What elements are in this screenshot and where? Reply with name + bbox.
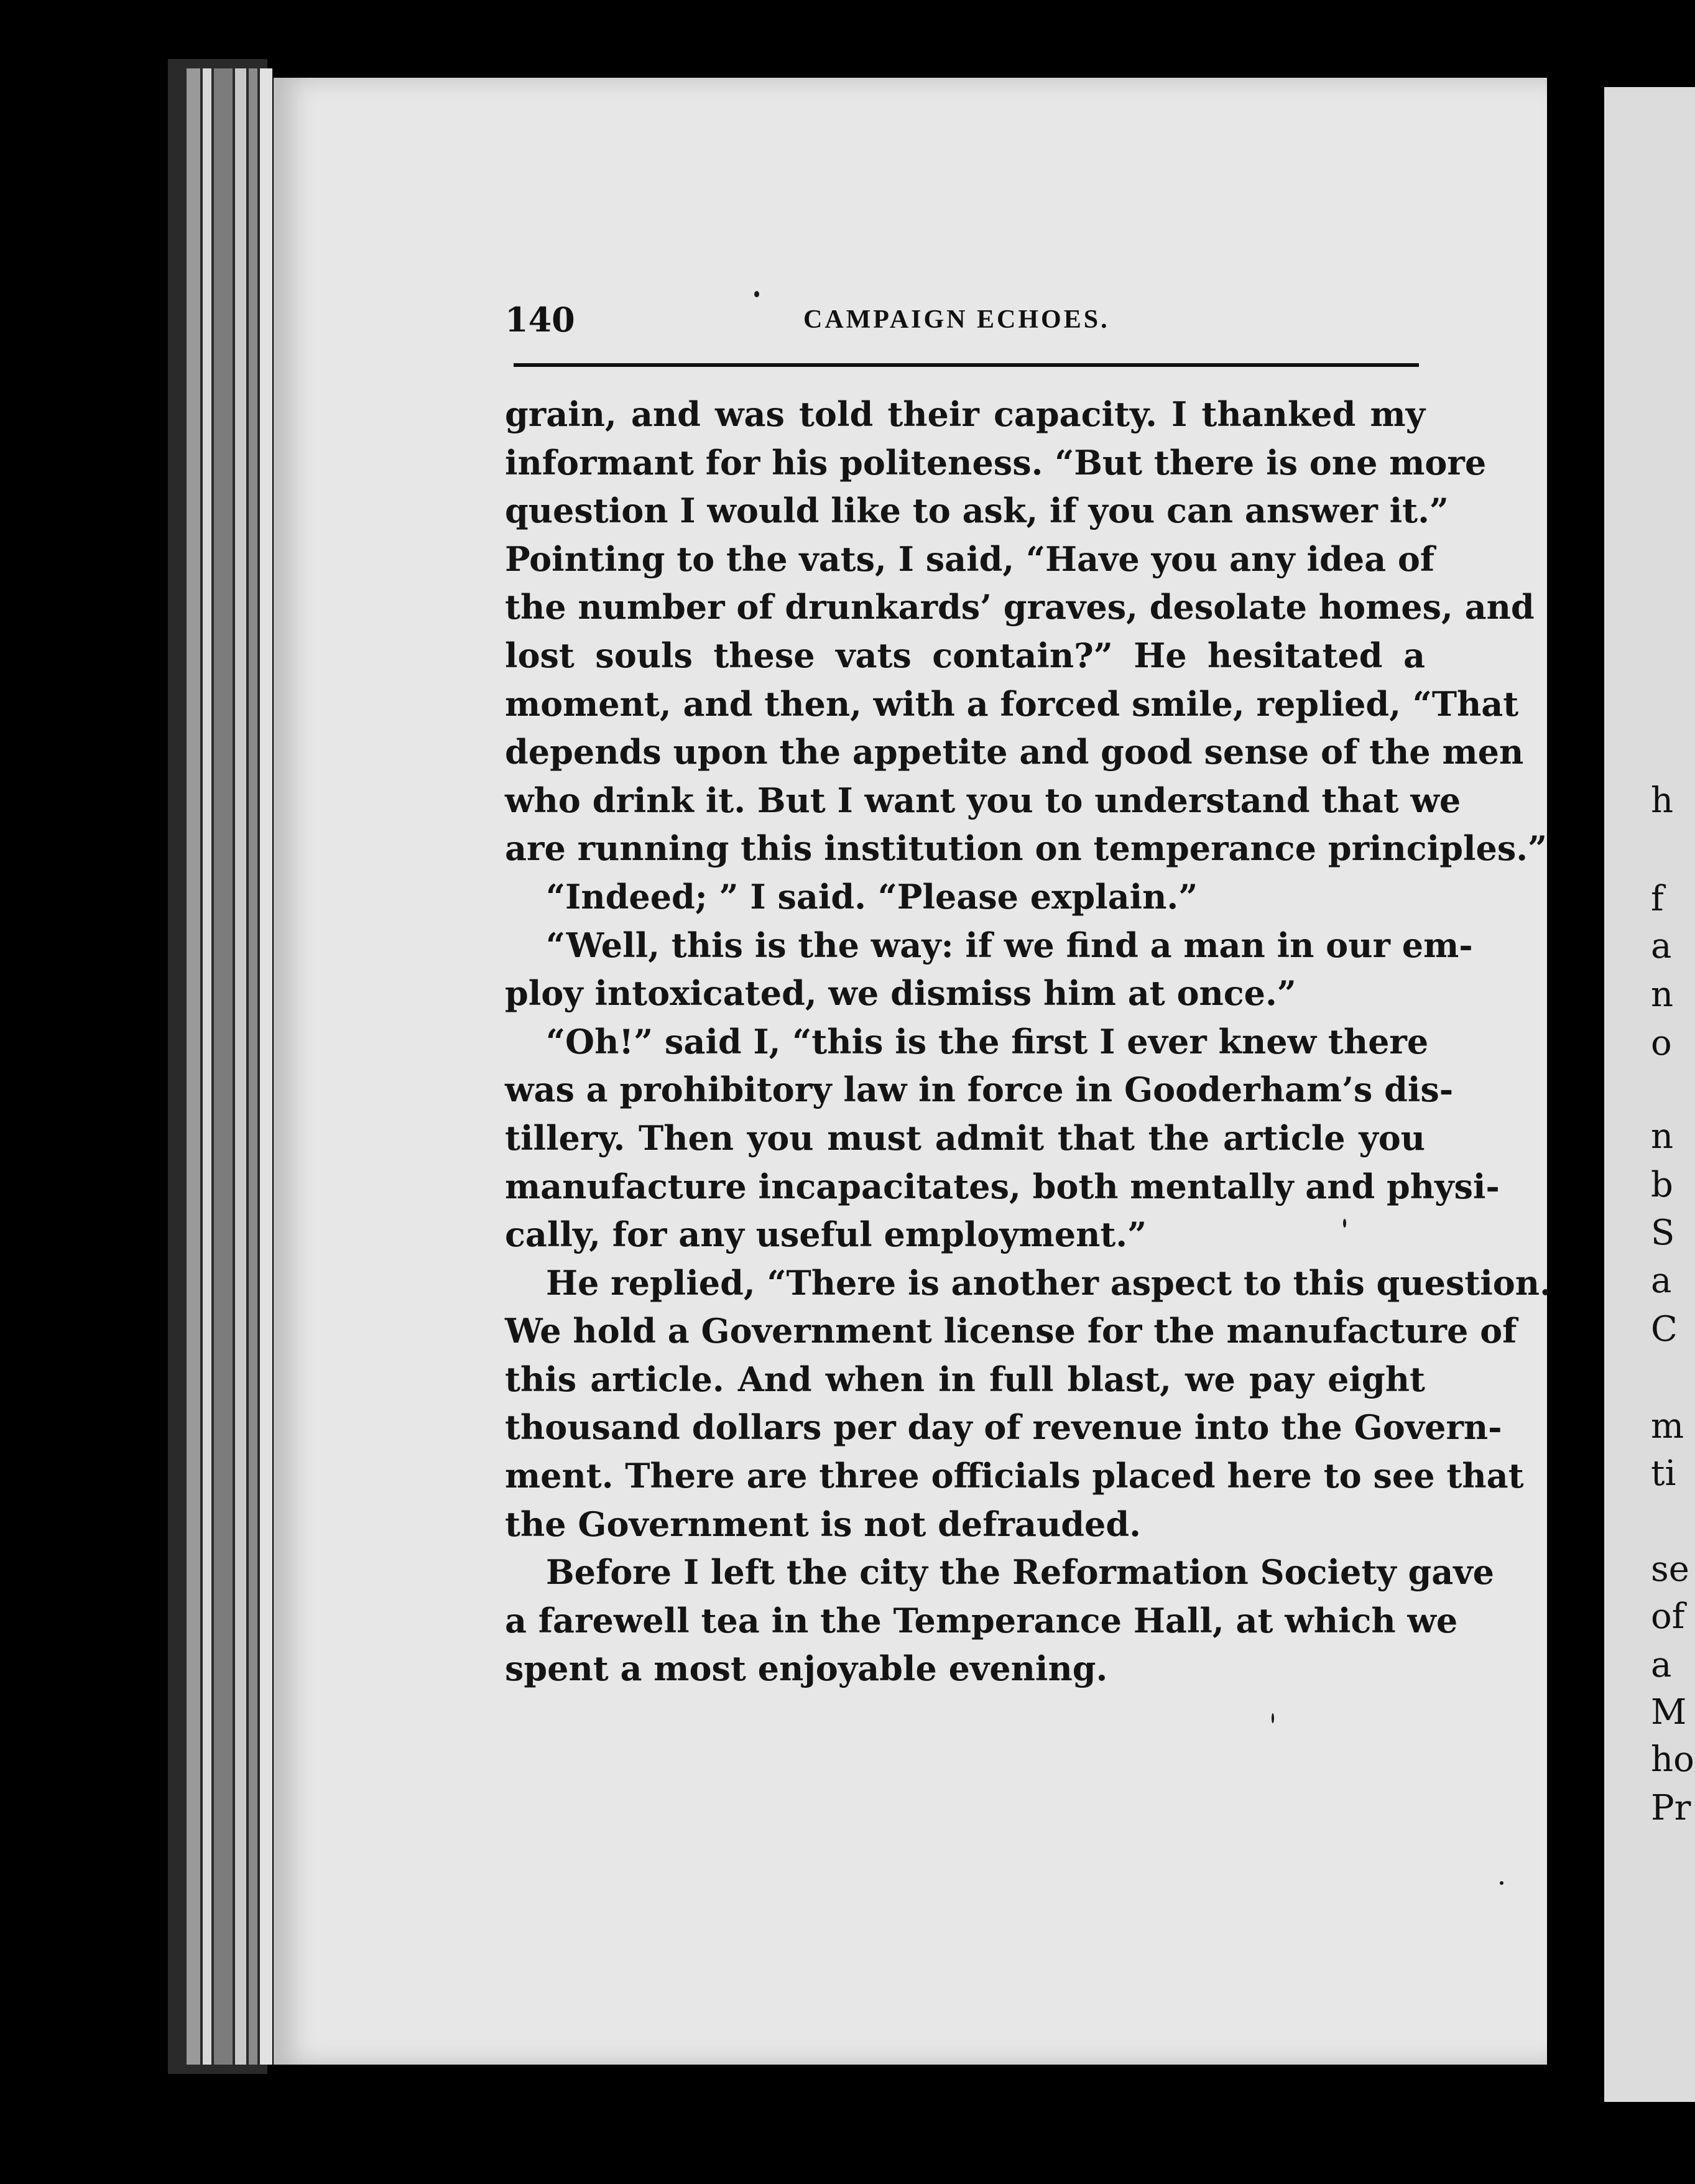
text-line: spent a most enjoyable evening. bbox=[505, 1649, 1108, 1689]
facing-page-fragment: ho bbox=[1651, 1739, 1694, 1780]
facing-page-fragment: n bbox=[1651, 1116, 1674, 1157]
facing-page-fragment: ti bbox=[1651, 1453, 1676, 1494]
text-line: the number of drunkards’ graves, desolate homes, and bbox=[505, 587, 1535, 627]
scan-speck bbox=[1500, 1881, 1503, 1885]
facing-page-fragment: Pr bbox=[1651, 1788, 1691, 1828]
scan-speck bbox=[1343, 1219, 1346, 1228]
header-rule bbox=[514, 363, 1419, 367]
page-stack-edge bbox=[203, 68, 211, 2065]
running-title: CAMPAIGN ECHOES. bbox=[803, 305, 1110, 334]
text-line: We hold a Government license for the manufacture of bbox=[505, 1311, 1517, 1351]
text-line: cally, for any useful employment.” bbox=[505, 1215, 1147, 1255]
facing-page-fragment: S bbox=[1651, 1213, 1675, 1253]
text-line: the Government is not defrauded. bbox=[505, 1504, 1141, 1544]
page-stack-edge bbox=[187, 68, 200, 2065]
scan-speck bbox=[1272, 1713, 1274, 1723]
facing-page-fragment: m bbox=[1651, 1406, 1684, 1446]
facing-page-fragment: a bbox=[1651, 1645, 1672, 1685]
page-stack-edge bbox=[214, 68, 233, 2065]
text-line: ment. There are three officials placed here to see that bbox=[505, 1456, 1524, 1496]
facing-page-fragment: se bbox=[1651, 1549, 1689, 1589]
text-line: a farewell tea in the Temperance Hall, at which we bbox=[505, 1600, 1458, 1640]
running-header bbox=[505, 292, 1425, 348]
text-line: tillery. Then you must admit that the article you bbox=[505, 1117, 1425, 1158]
text-line: was a prohibitory law in force in Gooderham’s dis- bbox=[505, 1070, 1454, 1110]
facing-page-fragment: n bbox=[1651, 974, 1674, 1015]
text-line: depends upon the appetite and good sense of the men bbox=[505, 732, 1524, 772]
text-line: Pointing to the vats, I said, “Have you any idea of bbox=[505, 539, 1435, 579]
scan-speck bbox=[754, 291, 759, 297]
text-line: He replied, “There is another aspect to this question. bbox=[546, 1262, 1551, 1303]
facing-page-fragment: M bbox=[1651, 1692, 1687, 1733]
text-line: thousand dollars per day of revenue into the Govern- bbox=[505, 1407, 1502, 1448]
text-line: who drink it. But I want you to understand that we bbox=[505, 780, 1461, 820]
facing-page-fragment: a bbox=[1651, 926, 1672, 966]
text-line: grain, and was told their capacity. I thanked my bbox=[505, 394, 1425, 434]
facing-page-fragment: C bbox=[1651, 1309, 1678, 1349]
text-line: Before I left the city the Reformation Society gave bbox=[546, 1552, 1494, 1593]
text-line: informant for his politeness. “But there is one more bbox=[505, 442, 1487, 483]
facing-page-fragment: o bbox=[1651, 1023, 1672, 1063]
page-stack-edge bbox=[235, 68, 246, 2065]
page-stack-edge bbox=[260, 68, 272, 2065]
facing-page-fragment: a bbox=[1651, 1261, 1672, 1301]
text-line: ploy intoxicated, we dismiss him at once.” bbox=[505, 973, 1296, 1014]
body-text bbox=[505, 391, 1551, 1693]
text-line: moment, and then, with a forced smile, replied, “That bbox=[505, 683, 1519, 724]
facing-page-fragment: f bbox=[1651, 879, 1664, 919]
text-line: manufacture incapacitates, both mentally and physi- bbox=[505, 1166, 1500, 1206]
text-line: “Well, this is the way: if we find a man in our em- bbox=[546, 925, 1473, 965]
facing-page-fragment: h bbox=[1651, 780, 1674, 821]
facing-page-fragment: of bbox=[1651, 1596, 1685, 1637]
text-line: “Oh!” said I, “this is the first I ever knew there bbox=[546, 1021, 1429, 1062]
text-line: are running this institution on temperance principles.” bbox=[505, 828, 1548, 869]
facing-page-fragment: b bbox=[1651, 1165, 1673, 1205]
page-stack-edge bbox=[249, 68, 257, 2065]
text-line: this article. And when in full blast, we pay eight bbox=[505, 1359, 1425, 1399]
text-line: lost souls these vats contain?” He hesitated a bbox=[505, 635, 1425, 675]
page-number: 140 bbox=[505, 300, 575, 340]
text-line: question I would like to ask, if you can answer it.” bbox=[505, 491, 1449, 531]
text-line: “Indeed; ” I said. “Please explain.” bbox=[546, 876, 1198, 917]
